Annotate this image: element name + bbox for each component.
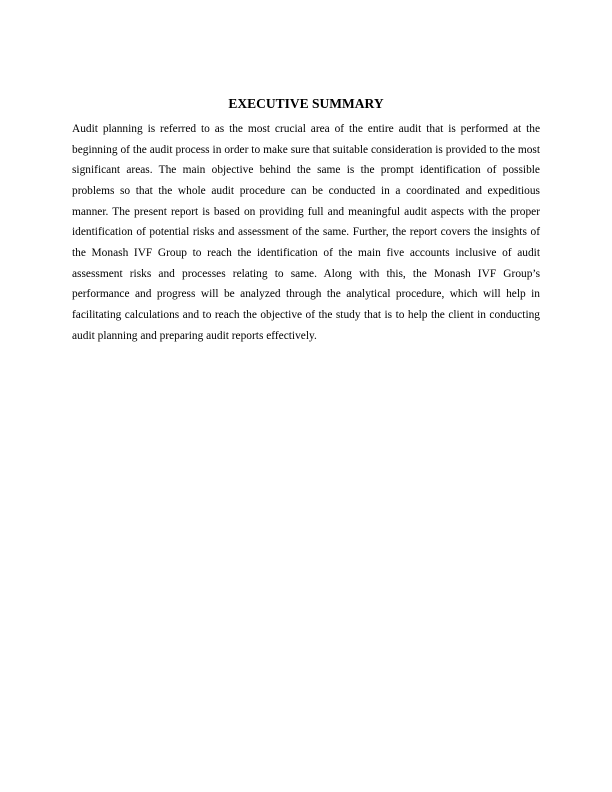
summary-paragraph: Audit planning is referred to as the most crucial area of the entire audit that is performed at the beginning of the audit process in order to make sure that suitable consideration is provided to the most significant areas. The main objective behind the same is the prompt identification of possible problems so that the whole audit procedure can be conducted in a coordinated and expeditious manner. The present report is based on providing full and meaningful audit aspects with the proper identification of potential risks and assessment of the same. Further, the report covers the insights of the Monash IVF Group to reach the identification of the main five accounts inclusive of audit assessment risks and processes relating to same. Along with this, the Monash IVF Group’s performance and progress will be analyzed through the analytical procedure, which will help in facilitating calculations and to reach the objective of the study that is to help the client in conducting audit planning and preparing audit reports effectively. [72,123,540,342]
page-title: EXECUTIVE SUMMARY [228,96,384,111]
